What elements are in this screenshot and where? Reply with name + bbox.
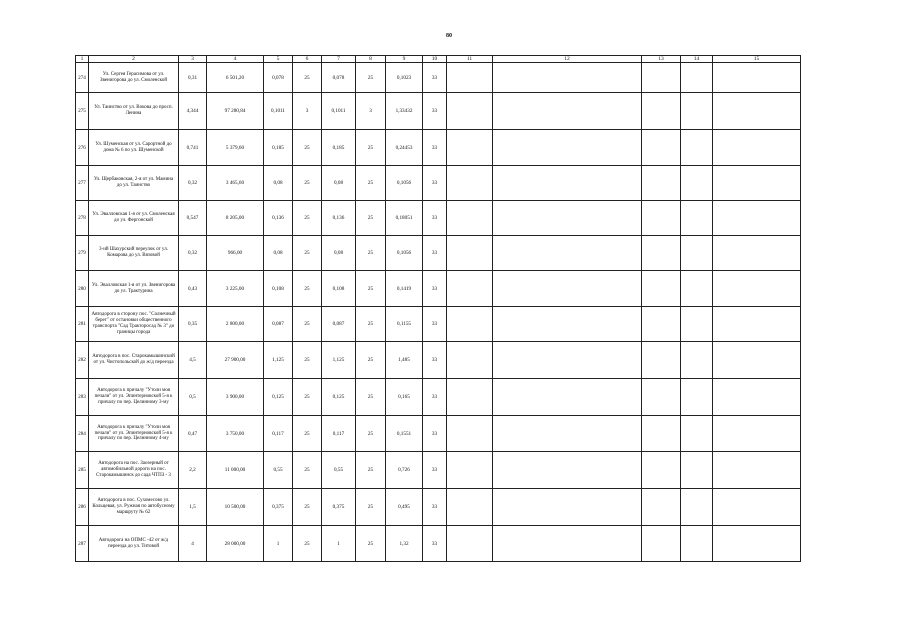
empty-cell [447,526,493,562]
value-cell: 0,726 [386,452,423,489]
row-number-cell: 286 [76,489,89,526]
value-cell: 0,087 [264,307,293,342]
value-cell: 25 [293,130,322,166]
empty-cell [713,130,801,166]
empty-cell [493,307,642,342]
value-cell: 3 465,60 [207,166,264,201]
empty-cell [493,379,642,416]
empty-cell [447,236,493,271]
value-cell: 33 [423,489,447,526]
empty-cell [681,489,713,526]
value-cell: 0,08 [264,166,293,201]
value-cell: 0,18051 [386,201,423,236]
value-cell: 25 [293,236,322,271]
value-cell: 0,47 [179,416,207,452]
table-row [76,379,801,416]
column-header: 12 [493,56,642,63]
value-cell: 0,108 [264,271,293,307]
value-cell: 0,32 [179,236,207,271]
value-cell: 33 [423,236,447,271]
empty-cell [493,166,642,201]
value-cell: 28 000,00 [207,526,264,562]
empty-cell [447,130,493,166]
value-cell: 25 [356,379,386,416]
table-row [76,236,801,271]
empty-cell [447,489,493,526]
road-name-cell: Автодорога на пос. Заозерный от автомобильной дороги на пос. Старокамышинск до сада ЧТПЗ - 3 [89,452,179,489]
empty-cell [713,271,801,307]
value-cell: 4,5 [179,342,207,379]
empty-cell [713,342,801,379]
empty-cell [681,342,713,379]
table-row [76,93,801,130]
value-cell: 0,1551 [386,416,423,452]
empty-cell [493,271,642,307]
table-row [76,342,801,379]
value-cell: 2 800,00 [207,307,264,342]
empty-cell [447,166,493,201]
row-number-cell: 274 [76,63,89,93]
table-row [76,271,801,307]
empty-cell [642,271,681,307]
road-name-cell: Автодорога в пос. Сухомесово ул. Кольцевая, ул. Ружная по автобусному маршруту № 62 [89,489,179,526]
table-row [76,526,801,562]
empty-cell [447,342,493,379]
road-name-cell: Автодорога к причалу "Утоли моя печали" от ул. Эпинтерновской 5-я к причалу по пер. Целинному 3-му [89,379,179,416]
road-name-cell: Ул. Щербаковская, 2-я от ул. Мамина до ул. Таинство [89,166,179,201]
empty-cell [681,526,713,562]
value-cell: 33 [423,452,447,489]
value-cell: 0,078 [264,63,293,93]
row-number-cell: 285 [76,452,89,489]
value-cell: 0,08 [322,236,356,271]
column-header: 13 [642,56,681,63]
column-header: 14 [681,56,713,63]
value-cell: 25 [293,526,322,562]
page-number: 80 [446,33,452,39]
value-cell: 33 [423,526,447,562]
value-cell: 33 [423,63,447,93]
value-cell: 97 280,84 [207,93,264,130]
value-cell: 0,165 [386,379,423,416]
road-name-cell: Автодорога к причалу "Утоли моя печали" от ул. Эпинтерновской 5-я к причалу по пер. Целинному 4-му [89,416,179,452]
empty-cell [642,93,681,130]
row-number-cell: 277 [76,166,89,201]
row-number-cell: 278 [76,201,89,236]
empty-cell [447,63,493,93]
road-name-cell: Ул. Эвалловская 1-я от ул. Смоленская до ул. Фергонской [89,201,179,236]
value-cell: 25 [293,489,322,526]
row-number-cell: 282 [76,342,89,379]
value-cell: 0,31 [179,63,207,93]
value-cell: 0,741 [179,130,207,166]
value-cell: 11 000,00 [207,452,264,489]
value-cell: 0,547 [179,201,207,236]
value-cell: 25 [356,271,386,307]
value-cell: 0,32 [179,166,207,201]
column-header: 9 [386,56,423,63]
row-number-cell: 275 [76,93,89,130]
value-cell: 25 [356,236,386,271]
value-cell: 3 900,00 [207,379,264,416]
empty-cell [713,526,801,562]
value-cell: 1,5 [179,489,207,526]
value-cell: 0,1056 [386,166,423,201]
column-header: 6 [293,56,322,63]
empty-cell [681,452,713,489]
empty-cell [642,379,681,416]
empty-cell [681,201,713,236]
value-cell: 33 [423,271,447,307]
empty-cell [681,130,713,166]
empty-cell [713,379,801,416]
value-cell: 0,1155 [386,307,423,342]
value-cell: 0,136 [264,201,293,236]
value-cell: 25 [293,379,322,416]
empty-cell [713,416,801,452]
road-name-cell: Автодорога в сторону пос. "Солнечный берег" от остановки общественного транспорта "Сад Тракторосад № 3" до границы города [89,307,179,342]
empty-cell [493,201,642,236]
value-cell: 0,125 [264,379,293,416]
value-cell: 33 [423,166,447,201]
empty-cell [713,63,801,93]
empty-cell [447,201,493,236]
value-cell: 3 225,00 [207,271,264,307]
column-header: 4 [207,56,264,63]
empty-cell [642,130,681,166]
value-cell: 25 [293,63,322,93]
empty-cell [493,342,642,379]
value-cell: 33 [423,130,447,166]
value-cell: 0,125 [322,379,356,416]
empty-cell [713,452,801,489]
value-cell: 966,00 [207,236,264,271]
empty-cell [713,93,801,130]
value-cell: 0,1023 [386,63,423,93]
row-number-cell: 281 [76,307,89,342]
empty-cell [447,416,493,452]
road-name-cell: Ул. Шуменская от ул. Сарортной до дома № 6 по ул. Шуменской [89,130,179,166]
row-number-cell: 279 [76,236,89,271]
table-row [76,63,801,93]
value-cell: 0,43 [179,271,207,307]
empty-cell [642,489,681,526]
value-cell: 25 [356,166,386,201]
value-cell: 1,125 [264,342,293,379]
value-cell: 0,185 [264,130,293,166]
value-cell: 0,5 [179,379,207,416]
value-cell: 0,108 [322,271,356,307]
value-cell: 25 [356,63,386,93]
table-row [76,416,801,452]
value-cell: 27 900,00 [207,342,264,379]
value-cell: 25 [356,130,386,166]
road-register-table [75,55,801,562]
empty-cell [713,307,801,342]
value-cell: 25 [293,452,322,489]
road-name-cell: Ул. Эвалловская 1-я от ул. Звенигорова до ул. Трактурина [89,271,179,307]
value-cell: 3 [356,93,386,130]
value-cell: 3 750,00 [207,416,264,452]
empty-cell [493,489,642,526]
row-number-cell: 284 [76,416,89,452]
empty-cell [447,452,493,489]
empty-cell [642,307,681,342]
value-cell: 33 [423,342,447,379]
road-name-cell: Автодорога в пос. Старокамышинский от ул. Чистопольской до ж/д переезда [89,342,179,379]
value-cell: 0,55 [264,452,293,489]
empty-cell [493,93,642,130]
column-header: 11 [447,56,493,63]
empty-cell [642,63,681,93]
value-cell: 0,1011 [264,93,293,130]
value-cell: 4 [179,526,207,562]
road-name-cell: Автодорога на ОПМС -42 от ж/д переезда до ул. Титовой [89,526,179,562]
value-cell: 25 [293,201,322,236]
value-cell: 0,117 [322,416,356,452]
empty-cell [713,166,801,201]
empty-cell [493,526,642,562]
empty-cell [681,416,713,452]
value-cell: 1 [322,526,356,562]
empty-cell [681,307,713,342]
row-number-cell: 276 [76,130,89,166]
value-cell: 25 [356,526,386,562]
value-cell: 0,495 [386,489,423,526]
value-cell: 0,375 [264,489,293,526]
value-cell: 33 [423,307,447,342]
value-cell: 25 [356,489,386,526]
value-cell: 3 [293,93,322,130]
value-cell: 2,2 [179,452,207,489]
empty-cell [713,236,801,271]
value-cell: 5 379,60 [207,130,264,166]
empty-cell [681,166,713,201]
row-number-cell: 280 [76,271,89,307]
value-cell: 8 205,00 [207,201,264,236]
empty-cell [713,489,801,526]
column-header: 8 [356,56,386,63]
road-name-cell: Ул. Сергея Герасимова от ул. Звенигорова до ул. Смоленской [89,63,179,93]
value-cell: 0,08 [322,166,356,201]
value-cell: 25 [293,342,322,379]
empty-cell [713,201,801,236]
column-header: 1 [76,56,89,63]
row-number-cell: 287 [76,526,89,562]
value-cell: 25 [293,166,322,201]
road-name-cell: Ул. Таинство от ул. Вокова до просп. Ленина [89,93,179,130]
value-cell: 25 [356,307,386,342]
value-cell: 25 [293,271,322,307]
value-cell: 0,55 [322,452,356,489]
header-row [76,56,801,63]
value-cell: 25 [356,342,386,379]
value-cell: 10 500,00 [207,489,264,526]
value-cell: 0,136 [322,201,356,236]
empty-cell [493,63,642,93]
value-cell: 0,1056 [386,236,423,271]
column-header: 3 [179,56,207,63]
empty-cell [642,526,681,562]
value-cell: 25 [293,307,322,342]
empty-cell [642,166,681,201]
table-row [76,452,801,489]
value-cell: 33 [423,93,447,130]
value-cell: 0,35 [179,307,207,342]
value-cell: 25 [356,416,386,452]
value-cell: 0,185 [322,130,356,166]
table-row [76,489,801,526]
value-cell: 0,1011 [322,93,356,130]
value-cell: 1,125 [322,342,356,379]
value-cell: 0,078 [322,63,356,93]
empty-cell [642,452,681,489]
column-header: 15 [713,56,801,63]
empty-cell [681,271,713,307]
empty-cell [642,236,681,271]
value-cell: 25 [356,201,386,236]
empty-cell [642,201,681,236]
empty-cell [493,130,642,166]
table-row [76,201,801,236]
value-cell: 33 [423,379,447,416]
table-row [76,307,801,342]
value-cell: 0,087 [322,307,356,342]
value-cell: 25 [356,452,386,489]
value-cell: 0,117 [264,416,293,452]
empty-cell [681,236,713,271]
empty-cell [681,93,713,130]
table-row [76,130,801,166]
empty-cell [493,452,642,489]
empty-cell [447,93,493,130]
value-cell: 6 501,20 [207,63,264,93]
road-name-cell: 3-ий Шахурский переулок от ул. Комарова до ул. Вязовой [89,236,179,271]
value-cell: 0,1419 [386,271,423,307]
value-cell: 0,24453 [386,130,423,166]
value-cell: 1,33432 [386,93,423,130]
value-cell: 1,32 [386,526,423,562]
row-number-cell: 283 [76,379,89,416]
value-cell: 0,375 [322,489,356,526]
empty-cell [681,63,713,93]
value-cell: 4,344 [179,93,207,130]
empty-cell [642,342,681,379]
table-row [76,166,801,201]
empty-cell [681,379,713,416]
column-header: 5 [264,56,293,63]
value-cell: 25 [293,416,322,452]
value-cell: 0,08 [264,236,293,271]
column-header: 10 [423,56,447,63]
empty-cell [642,416,681,452]
empty-cell [447,271,493,307]
empty-cell [447,307,493,342]
value-cell: 33 [423,416,447,452]
value-cell: 33 [423,201,447,236]
empty-cell [447,379,493,416]
value-cell: 1,485 [386,342,423,379]
empty-cell [493,236,642,271]
column-header: 2 [89,56,179,63]
column-header: 7 [322,56,356,63]
value-cell: 1 [264,526,293,562]
empty-cell [493,416,642,452]
